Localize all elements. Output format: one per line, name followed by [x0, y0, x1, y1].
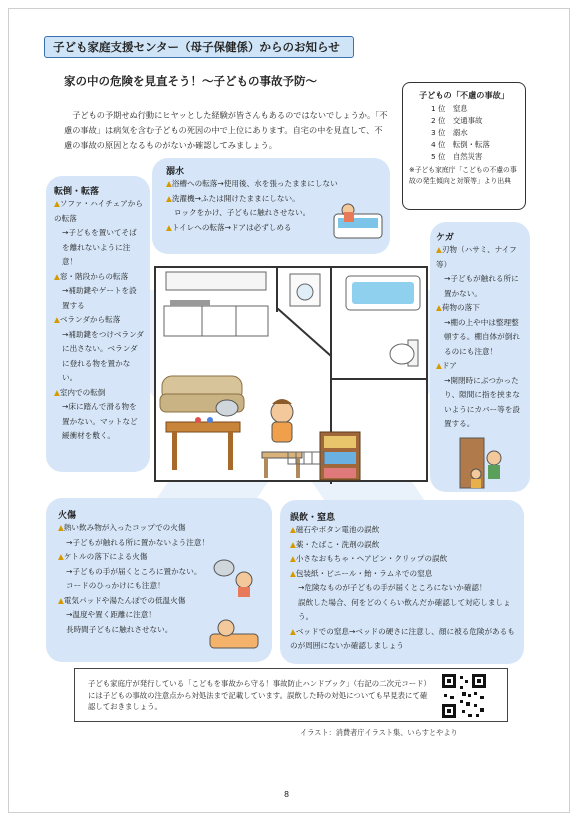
warning-icon: ▲	[290, 568, 296, 578]
door-child-illustration	[458, 436, 514, 492]
cut-line-text: →棚の上や中は整理整頓する。棚自体が倒れるのにも注意！	[444, 317, 520, 356]
choke-line	[290, 596, 516, 625]
ranking-row: 2 位 交通事故	[431, 116, 483, 125]
warning-icon: ▲	[166, 222, 172, 232]
choke-line	[290, 552, 516, 567]
baby-gate-illustration	[286, 448, 326, 468]
handbook-info-text: 子ども家庭庁が発行している「こどもを事故から守る！事故防止ハンドブック」（右記の二次元コード）には子どもの事故の注意点から対処法まで記載しています。誤飲した時の対処についても早見表にて確認しておきましょう。	[88, 679, 428, 711]
fall-line-text: →補助鍵をつけベランダに出さない。ベランダに登れる物を置かない。	[62, 329, 144, 382]
intro-paragraph: 子どもの予期せぬ行動にヒヤッとした経験が皆さんもあるのではないでしょうか。「不慮の事故」は病気を含む子どもの死因の中で上位にあります。自宅の中を見直して、不慮の事故の原因となるものがないか確認してみましょう。	[64, 110, 388, 150]
water-line	[166, 177, 382, 192]
warning-icon: ▲	[166, 179, 172, 188]
burn-line-text: 長時間子どもに触れさせない。	[66, 624, 173, 634]
choke-line	[290, 567, 516, 582]
ranking-row: 1 位 窒息	[431, 104, 468, 113]
choke-line	[290, 523, 516, 538]
fall-line-text: →床に踏んで滑る物を置かない。マットなど緩衝材を敷く。	[62, 402, 138, 440]
choke-line	[290, 625, 516, 654]
warning-icon: ▲	[58, 552, 64, 561]
fall-line	[54, 197, 144, 226]
warning-icon: ▲	[436, 303, 442, 312]
warning-icon: ▲	[54, 315, 60, 324]
warning-icon: ▲	[58, 523, 64, 532]
choke-line-text: 誤飲した場合、何をどのくらい飲んだか確認して対応しましょう。	[298, 597, 511, 621]
water-line-text: 浴槽への転落→使用後、水を張ったままにしない	[171, 179, 338, 188]
cut-line	[436, 243, 524, 272]
washing-machine-illustration	[286, 270, 324, 310]
cut-line-text: →開閉時にぶつかったり、隙間に指を挟まないようにカバー等を設置する。	[444, 375, 520, 428]
cut-line	[436, 359, 524, 374]
choke-line-text: 包装紙・ビニール・飴・ラムネでの窒息	[295, 568, 433, 578]
toilet-illustration	[388, 334, 424, 374]
warning-icon: ▲	[58, 595, 64, 605]
fall-title: 転倒・転落	[54, 187, 100, 197]
fall-line-text: ベランダから転落	[59, 315, 121, 324]
burn-line-text: →子どもが触れる所に置かないよう注意！	[66, 537, 210, 547]
bathtub-child-illustration	[330, 198, 386, 242]
choke-line-text: 薬・たばこ・洗剤の誤飲	[295, 539, 380, 549]
fall-line	[54, 386, 144, 401]
choke-line	[290, 538, 516, 553]
qr-code-icon[interactable]	[440, 672, 488, 720]
choke-line-text: 小さなおもちゃ・ヘアピン・クリップの誤飲	[295, 554, 448, 563]
accident-ranking-box	[402, 82, 526, 210]
water-section	[152, 158, 390, 254]
cut-line-text: 荷物の落下	[441, 303, 480, 312]
warning-icon: ▲	[54, 271, 60, 281]
burn-title: 火傷	[58, 511, 77, 521]
fall-line	[54, 284, 144, 313]
fall-line	[54, 328, 144, 386]
heating-pad-illustration	[206, 610, 262, 654]
warning-icon: ▲	[54, 387, 60, 397]
choke-line-text: 磁石やボタン電池の誤飲	[295, 525, 380, 534]
cut-line	[436, 374, 524, 432]
cut-line-text: →子どもが触れる所に置かない。	[444, 274, 519, 298]
fall-lines	[54, 197, 144, 444]
header-title: 子ども家庭支援センター（母子保健係）からのお知らせ	[44, 36, 354, 58]
kitchen-illustration	[162, 270, 272, 350]
cut-line	[436, 301, 524, 316]
burn-line	[58, 521, 266, 536]
ranking-row: 4 位 転倒・転落	[431, 140, 490, 149]
page-subtitle: 家の中の危険を見直そう！～子どもの事故予防～	[64, 74, 317, 88]
cut-line-text: 刃物（ハサミ、ナイフ等）	[436, 245, 517, 269]
fall-line-text: 窓・階段からの転落	[59, 271, 129, 281]
cut-line	[436, 316, 524, 360]
kettle-illustration	[212, 394, 242, 418]
page-number: 8	[284, 790, 290, 799]
warning-icon: ▲	[166, 193, 172, 203]
house-floor-plan	[154, 266, 428, 482]
warning-icon: ▲	[290, 539, 296, 549]
choke-line-text: →危険なものが子どもの手が届くところにないか確認！	[298, 583, 487, 592]
water-line-text: ロックをかけ、子どもに触れさせない。	[174, 208, 311, 217]
burn-line-text: →温度や置く距離に注意！	[66, 610, 156, 619]
fall-line	[54, 270, 144, 285]
ranking-row: 5 位 自然災害	[431, 152, 483, 161]
bathtub-illustration	[344, 272, 424, 314]
burn-line	[58, 536, 266, 551]
water-line-text: 洗濯機→ふたは開けたままにしない。	[171, 193, 300, 203]
ranking-row: 3 位 溺水	[431, 128, 468, 137]
door-line	[276, 308, 336, 358]
burn-line-text: ケトルの落下による火傷	[63, 552, 148, 561]
ranking-title: 子どもの「不慮の事故」	[418, 90, 510, 100]
choking-section	[280, 500, 524, 664]
cut-line-text: ドア	[441, 361, 457, 370]
warning-icon: ▲	[436, 361, 442, 370]
cut-line	[436, 272, 524, 301]
choke-line	[290, 581, 516, 596]
fall-line-text: →補助鍵やゲートを設置する	[62, 286, 137, 310]
fall-line	[54, 226, 144, 270]
choking-lines	[290, 523, 516, 654]
burn-line-text: コードのひっかけにも注意！	[66, 581, 165, 590]
water-title: 溺水	[166, 167, 185, 177]
burn-line-text: 電気パッドや湯たんぽでの低温火傷	[63, 595, 186, 605]
fall-line	[54, 400, 144, 444]
warning-icon: ▲	[54, 199, 60, 208]
choking-title: 誤飲・窒息	[290, 513, 336, 523]
burn-section	[46, 498, 272, 662]
fall-line-text: 室内での転倒	[59, 387, 106, 397]
kettle-fall-illustration	[210, 554, 260, 598]
warning-icon: ▲	[436, 245, 442, 254]
fall-line	[54, 313, 144, 328]
table-illustration	[164, 414, 242, 474]
warning-icon: ▲	[290, 554, 296, 563]
water-line-text: トイレへの転落→ドアは必ずしめる	[171, 222, 292, 232]
choke-line-text: ベッドでの窒息→ベッドの硬さに注意し、顔に被る危険があるものが周囲にないか確認しましょう	[290, 626, 515, 650]
warning-icon: ▲	[290, 525, 296, 534]
injury-title: ケガ	[436, 233, 454, 243]
warning-icon: ▲	[290, 626, 296, 636]
fall-line-text: ソファ・ハイチェアからの転落	[54, 199, 143, 223]
fall-section	[46, 176, 150, 472]
ranking-note: ※子ども家庭庁「こどもの不慮の事故の発生傾向と対策等」より出典	[409, 166, 517, 185]
injury-lines	[436, 243, 524, 432]
burn-line-text: →子どもの手が届くところに置かない。	[66, 566, 202, 576]
fall-line-text: →子どもを置いてそばを離れないように注意！	[62, 228, 137, 266]
illustration-credit: イラスト：消費者庁イラスト集、いらすとやより	[300, 728, 458, 737]
burn-line-text: 熱い飲み物が入ったコップでの火傷	[63, 523, 186, 532]
